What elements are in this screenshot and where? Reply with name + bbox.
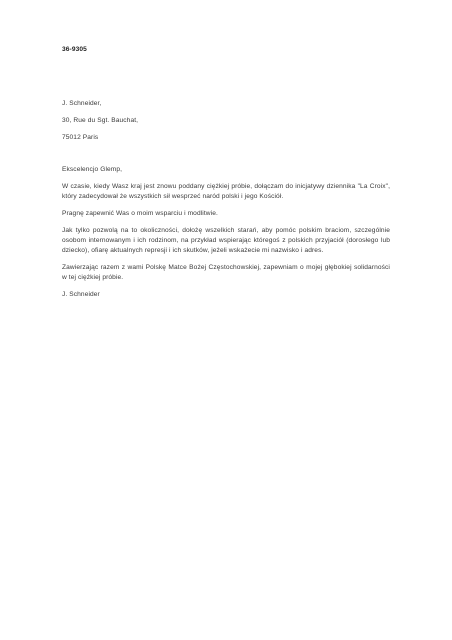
paragraph: Jak tylko pozwolą na to okoliczności, dołożę wszelkich starań, aby pomóc polskim braciom, szczególnie osobom internowanym i ich rodzinom, na przykład wspierając któregoś z polskich przyjaciół (dorosłego lub dziecko), ofiarę aktualnych represji i ich skutków, jeżeli wskażecie mi nazwisko i adres. (62, 227, 390, 254)
sender-street: 30, Rue du Sgt. Bauchat, (62, 117, 139, 124)
sender-name: J. Schneider, (62, 100, 102, 107)
reference-number: 36-9305 (62, 46, 87, 53)
paragraph: Zawierzając razem z wami Polskę Matce Bożej Częstochowskiej, zapewniam o mojej głębokiej solidarności w tej ciężkiej próbie. (62, 264, 390, 281)
signature: J. Schneider (62, 291, 100, 298)
paragraph: Pragnę zapewnić Was o moim wsparciu i modlitwie. (62, 210, 218, 217)
paragraph: W czasie, kiedy Wasz kraj jest znowu poddany ciężkiej próbie, dołączam do inicjatywy dziennika "La Croix", który zadecydował że wszystkich sił wesprzeć naród polski i jego Kościół. (62, 183, 390, 200)
sender-city: 75012 Paris (62, 134, 99, 141)
letter-body (62, 45, 390, 300)
salutation: Ekscelencjo Glemp, (62, 166, 123, 173)
